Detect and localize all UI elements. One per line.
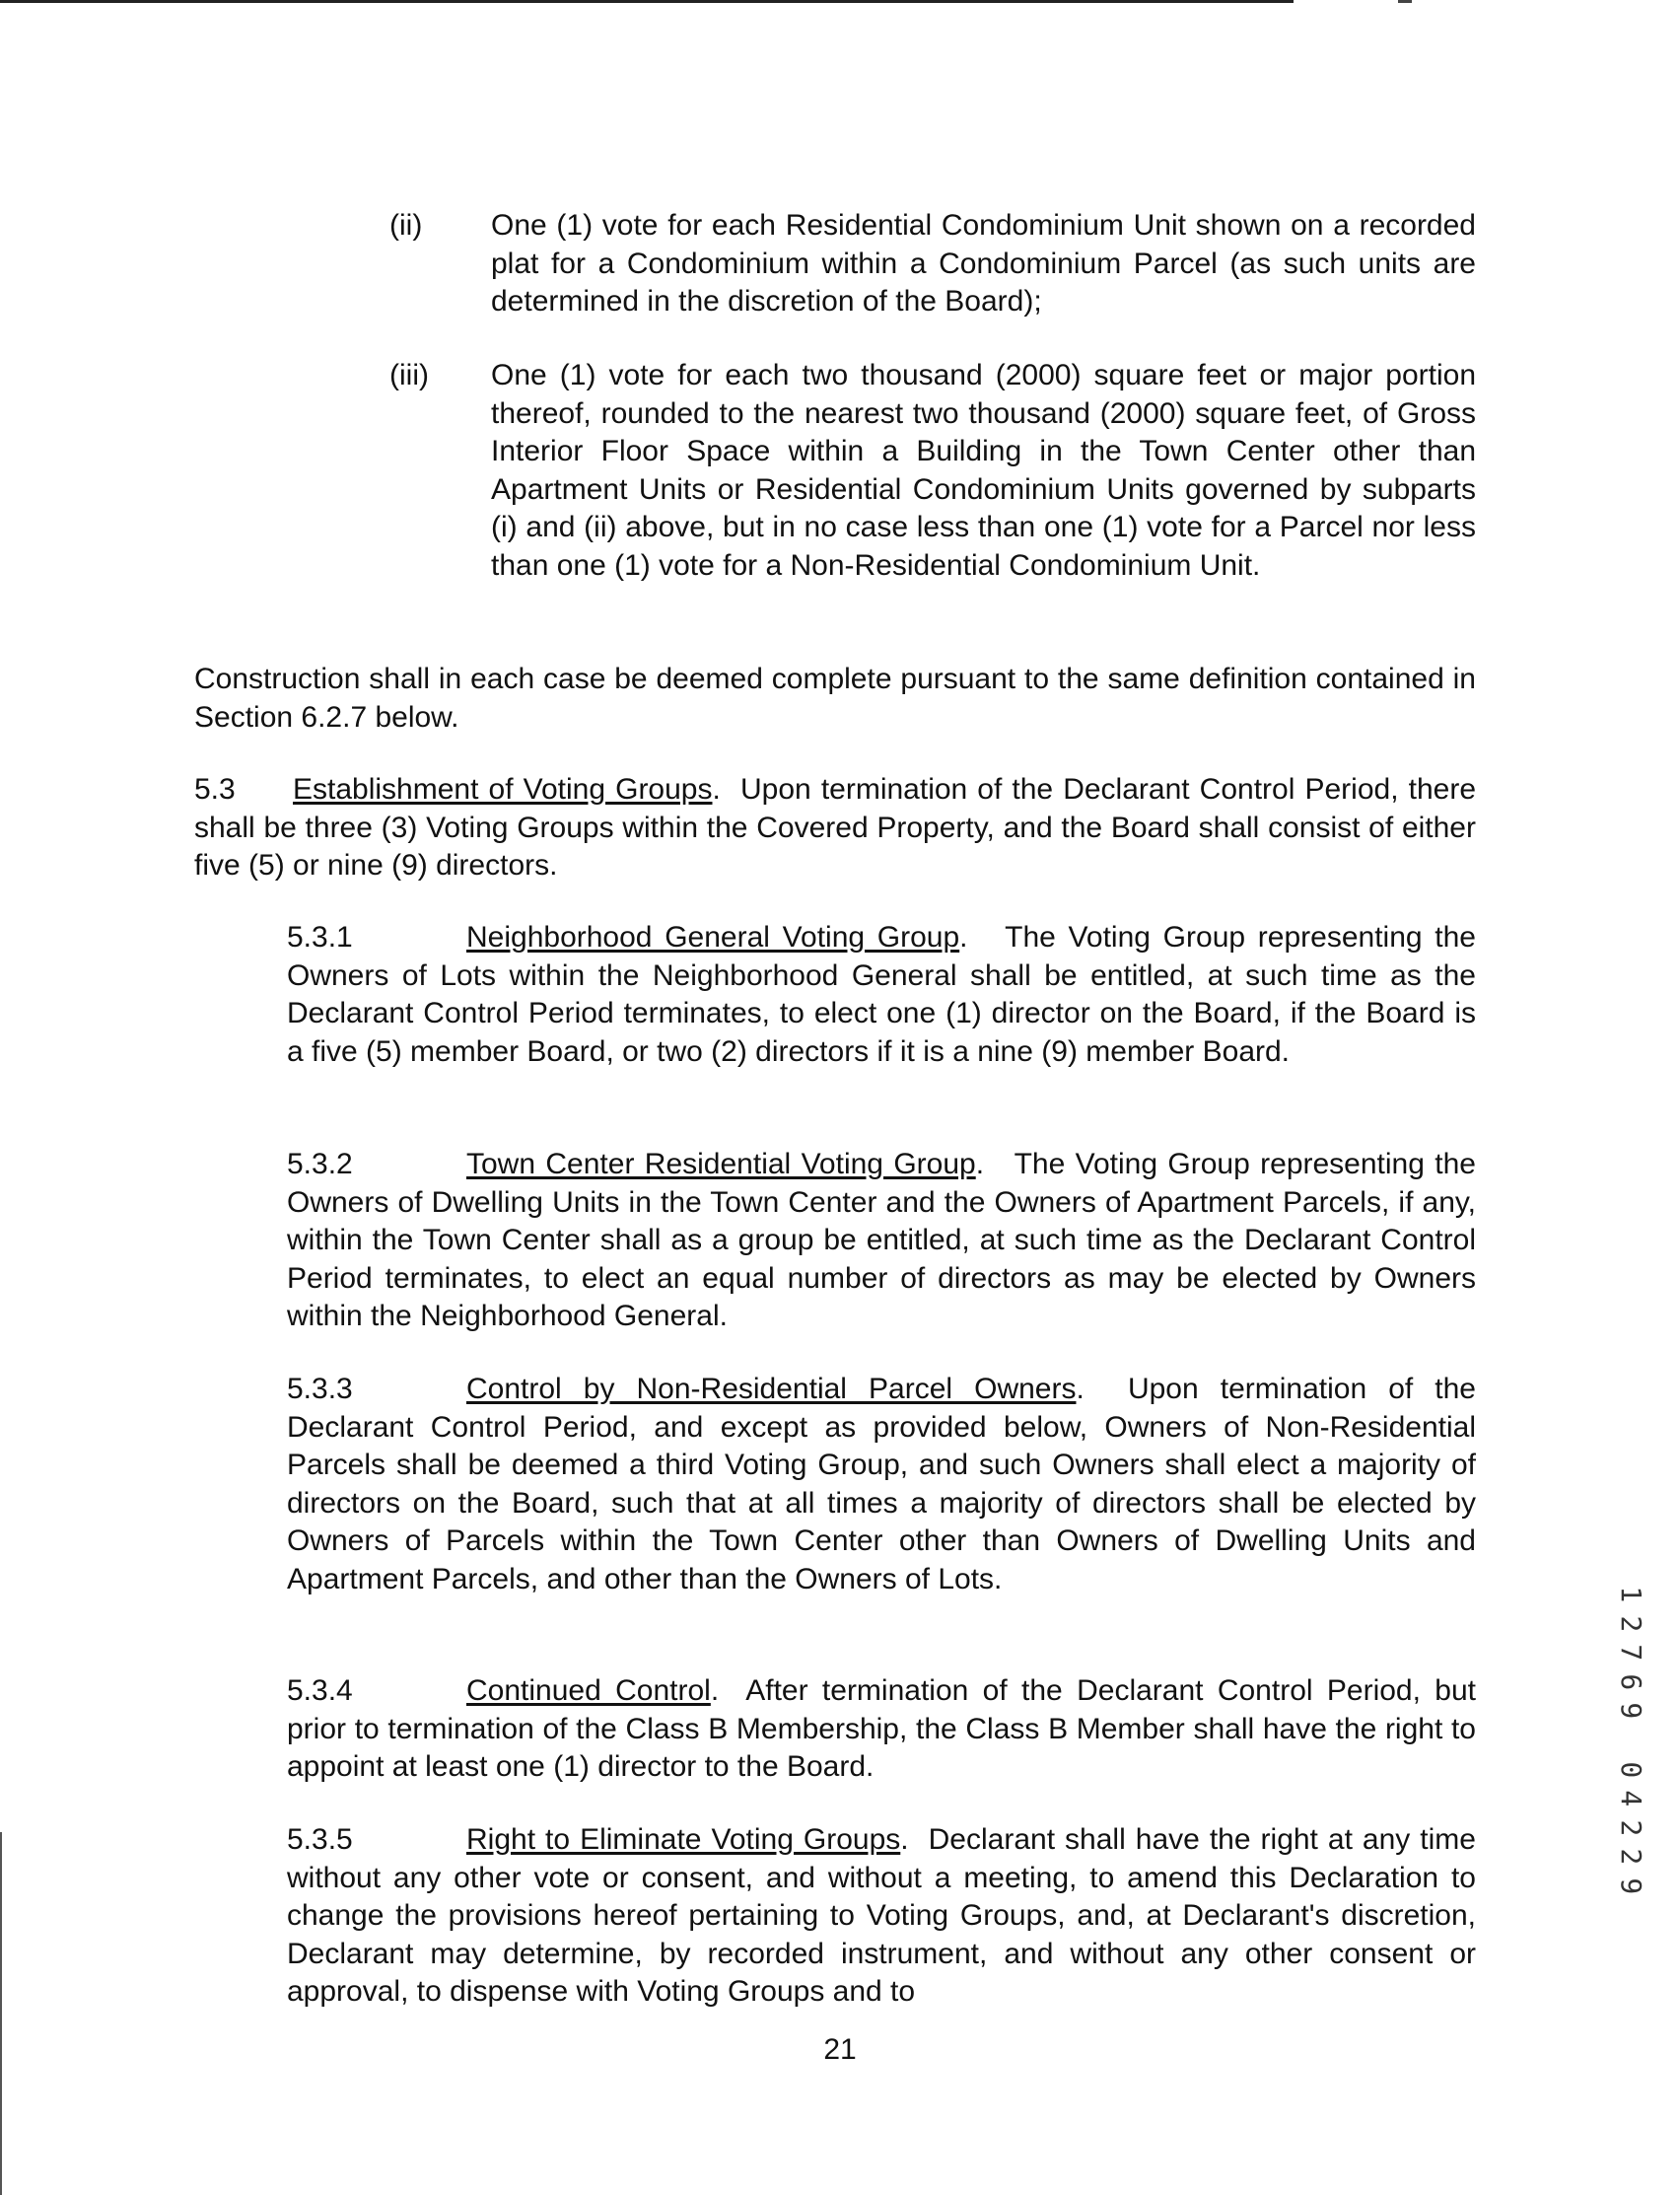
section-5-3-4 (287, 1672, 1476, 1787)
stamp-digit: 4 (1614, 1790, 1647, 1807)
construction-paragraph-text: Construction shall in each case be deemed complete pursuant to the same definition contained in Section 6.2.7 below. (194, 663, 1476, 734)
section-5-3-2-paragraph: 5.3.2 Town Center Residential Voting Group. The Voting Group representing the Owners of Dwelling Units in the Town Center and the Owners of Apartment Parcels, if any, within the Town Center shall as a group be entitled, at such time as the Declarant Control Period terminates, to elect an equal number of directors as may be elected by Owners within the Neighborhood General. (287, 1148, 1476, 1332)
section-number: 5.3.4 (287, 1674, 353, 1707)
section-5-3 (194, 771, 1476, 885)
subparagraph-ii (389, 207, 1476, 321)
page-number: 21 (823, 2033, 857, 2066)
section-text: Upon termination of the Declarant Control Period, and except as provided below, Owners of Non-Residential Parcels shall be deemed a third Voting Group, and such Owners shall elect a majority of directors on the Board, such that at all times a majority of directors shall be elected by Owners of Parcels within the Town Center other than Owners of Dwelling Units and Apartment Parcels, and other than the Owners of Lots. (287, 1373, 1476, 1595)
section-5-3-paragraph: 5.3 Establishment of Voting Groups. Upon termination of the Declarant Control Period, there shall be three (3) Voting Groups within the Covered Property, and the Board shall consist of either five (5) or nine (9) directors. (194, 773, 1477, 882)
section-5-3-4-paragraph: 5.3.4 Continued Control. After termination of the Declarant Control Period, but prior to termination of the Class B Membership, the Class B Member shall have the right to appoint at least one (1) director to the Board. (287, 1674, 1476, 1783)
section-5-3-1 (287, 919, 1476, 1071)
subparagraph-iii (389, 357, 1476, 585)
top-scan-mark (1398, 0, 1412, 3)
stamp-digit: 1 (1614, 1586, 1647, 1603)
section-text: The Voting Group representing the Owners of Lots within the Neighborhood General shall be entitled, at such time as the Declarant Control Period terminates, to elect one (1) director on the Board, if the Board is a five (5) member Board, or two (2) directors if it is a nine (9) member Board. (287, 921, 1476, 1068)
section-text: The Voting Group representing the Owners of Dwelling Units in the Town Center and the Owners of Apartment Parcels, if any, within the Town Center shall as a group be entitled, at such time as the Declarant Control Period terminates, to elect an equal number of directors as may be elected by Owners within the Neighborhood General. (287, 1148, 1476, 1332)
section-text: Upon termination of the Declarant Control Period, there shall be three (3) Voting Groups within the Covered Property, and the Board shall consist of either five (5) or nine (9) directors. (194, 773, 1477, 882)
section-heading: Continued Control (466, 1674, 711, 1707)
section-5-3-5-paragraph: 5.3.5 Right to Eliminate Voting Groups. Declarant shall have the right at any time without any other vote or consent, and without a meeting, to amend this Declaration to change the provisions hereof pertaining to Voting Groups, and, at Declarant's discretion, Declarant may determine, by recorded instrument, and without any other consent or approval, to dispense with Voting Groups and to (287, 1823, 1476, 2008)
construction-paragraph (194, 661, 1476, 737)
section-heading: Establishment of Voting Groups (293, 773, 713, 806)
section-number: 5.3.5 (287, 1823, 353, 1856)
subparagraph-text: One (1) vote for each Residential Condominium Unit shown on a recorded plat for a Condominium within a Condominium Parcel (as such units are determined in the discretion of the Board); (491, 209, 1476, 318)
section-5-3-3-paragraph: 5.3.3 Control by Non-Residential Parcel Owners. Upon termination of the Declarant Control Period, and except as provided below, Owners of Non-Residential Parcels shall be deemed a third Voting Group, and such Owners shall elect a majority of directors on the Board, such that at all times a majority of directors shall be elected by Owners of Parcels within the Town Center other than Owners of Dwelling Units and Apartment Parcels, and other than the Owners of Lots. (287, 1373, 1476, 1595)
section-heading: Right to Eliminate Voting Groups (466, 1823, 901, 1856)
section-heading: Control by Non-Residential Parcel Owners (466, 1373, 1077, 1405)
stamp-gap (1613, 1726, 1648, 1755)
margin-recording-stamp (1613, 1580, 1648, 1900)
subparagraph-text: One (1) vote for each two thousand (2000) square feet or major portion thereof, rounded to the nearest two thousand (2000) square feet, of Gross Interior Floor Space within a Building in the Town Center other than Apartment Units or Residential Condominium Units governed by subparts (i) and (ii) above, but in no case less than one (1) vote for a Parcel nor less than one (1) vote for a Non-Residential Condominium Unit. (491, 359, 1476, 582)
section-number: 5.3.2 (287, 1148, 353, 1180)
stamp-digit: 9 (1614, 1702, 1647, 1720)
subparagraph-marker: (iii) (389, 359, 429, 391)
stamp-digit: 6 (1614, 1672, 1647, 1690)
stamp-digit: 2 (1614, 1848, 1647, 1866)
stamp-digit: 2 (1614, 1818, 1647, 1836)
stamp-digit: 0 (1614, 1760, 1647, 1778)
section-heading: Neighborhood General Voting Group (466, 921, 960, 954)
subparagraph-marker: (ii) (389, 209, 423, 242)
stamp-digit: 2 (1614, 1614, 1647, 1632)
section-text: Declarant shall have the right at any time without any other vote or consent, and without a meeting, to amend this Declaration to change the provisions hereof pertaining to Voting Groups, and, at Declarant's discretion, Declarant may determine, by recorded instrument, and without any other consent or approval, to dispense with Voting Groups and to (287, 1823, 1476, 2008)
stamp-digit: 9 (1614, 1876, 1647, 1894)
left-scan-edge (0, 1832, 2, 2195)
section-5-3-1-paragraph: 5.3.1 Neighborhood General Voting Group. The Voting Group representing the Owners of Lots within the Neighborhood General shall be entitled, at such time as the Declarant Control Period terminates, to elect one (1) director on the Board, if the Board is a five (5) member Board, or two (2) directors if it is a nine (9) member Board. (287, 921, 1476, 1068)
section-number: 5.3.3 (287, 1373, 353, 1405)
section-5-3-2 (287, 1146, 1476, 1336)
section-text: After termination of the Declarant Control Period, but prior to termination of the Class B Membership, the Class B Member shall have the right to appoint at least one (1) director to the Board. (287, 1674, 1476, 1783)
section-number: 5.3 (194, 773, 236, 806)
section-5-3-5 (287, 1821, 1476, 2012)
top-scan-rule (0, 0, 1294, 3)
section-5-3-3 (287, 1371, 1476, 1598)
section-heading: Town Center Residential Voting Group (466, 1148, 976, 1180)
stamp-digit: 7 (1614, 1644, 1647, 1662)
section-number: 5.3.1 (287, 921, 353, 954)
